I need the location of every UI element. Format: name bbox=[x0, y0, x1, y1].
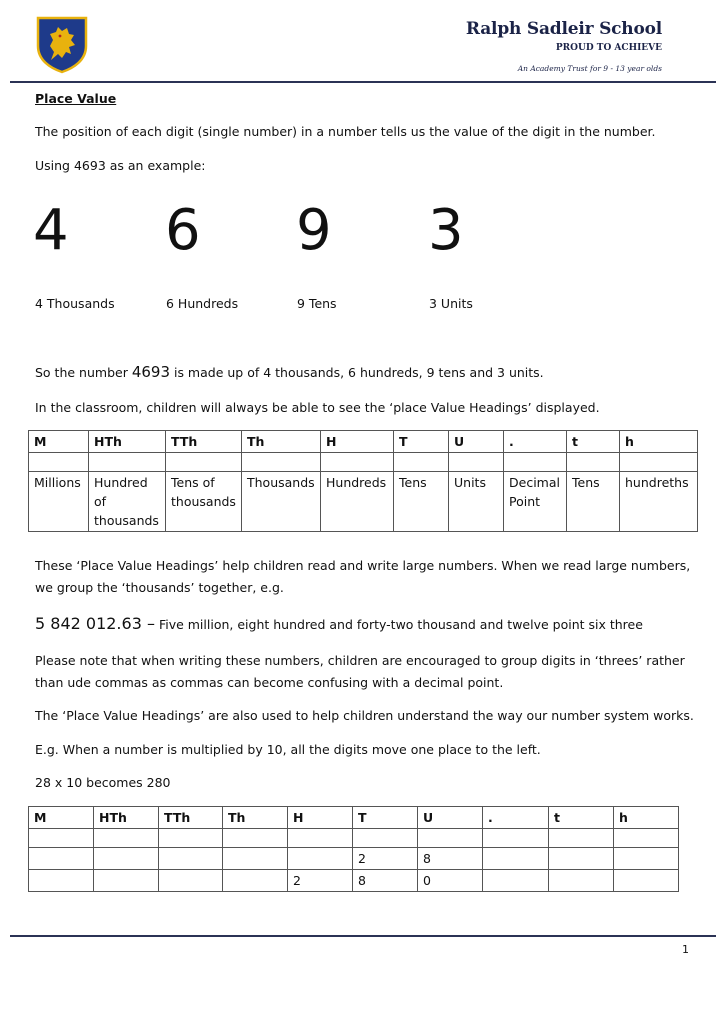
header-cell: TTh bbox=[166, 431, 242, 453]
heading-name-line: thousands bbox=[171, 494, 236, 509]
table-row bbox=[29, 829, 679, 848]
table-row bbox=[29, 453, 698, 472]
header-cell: Th bbox=[223, 807, 288, 829]
header-cell: T bbox=[353, 807, 418, 829]
table-cell bbox=[288, 848, 353, 870]
heading-name-cell bbox=[449, 472, 504, 532]
table-cell bbox=[223, 870, 288, 892]
header-cell: H bbox=[288, 807, 353, 829]
header-cell: . bbox=[504, 431, 567, 453]
digit-label: 9 Tens bbox=[297, 296, 337, 311]
heading-name-line: Hundreds bbox=[326, 475, 387, 490]
heading-name-line: thousands bbox=[94, 513, 159, 528]
heading-name-line: Tens of bbox=[171, 475, 215, 490]
table-cell: 8 bbox=[353, 870, 418, 892]
heading-name-cell bbox=[321, 472, 394, 532]
table-cell: 0 bbox=[418, 870, 483, 892]
example-digit: 3 bbox=[428, 198, 464, 263]
header-cell: t bbox=[567, 431, 620, 453]
digit-label: 3 Units bbox=[429, 296, 473, 311]
table-row bbox=[29, 848, 679, 870]
header-cell: h bbox=[620, 431, 698, 453]
table-cell bbox=[549, 870, 614, 892]
heading-name-line: hundreths bbox=[625, 475, 689, 490]
heading-name-line: Tens bbox=[572, 475, 600, 490]
heading-name-line: Tens bbox=[399, 475, 427, 490]
heading-name-cell bbox=[89, 472, 166, 532]
example-digit: 6 bbox=[165, 198, 201, 263]
heading-name-cell bbox=[166, 472, 242, 532]
table-cell bbox=[288, 829, 353, 848]
headings-paragraph-line-2: we group the ‘thousands’ together, e.g. bbox=[35, 580, 284, 595]
table-cell bbox=[29, 870, 94, 892]
table-cell: 2 bbox=[288, 870, 353, 892]
header-cell: T bbox=[394, 431, 449, 453]
heading-name-line: Decimal bbox=[509, 475, 560, 490]
table-cell bbox=[483, 829, 549, 848]
summary-text bbox=[35, 362, 544, 383]
table-cell bbox=[223, 848, 288, 870]
summary-suffix: is made up of 4 thousands, 6 hundreds, 9 tens and 3 units. bbox=[170, 365, 544, 380]
heading-name-cell bbox=[504, 472, 567, 532]
footer-divider bbox=[10, 935, 716, 937]
table-cell bbox=[353, 829, 418, 848]
heading-name-line: Units bbox=[454, 475, 486, 490]
table-cell bbox=[614, 829, 679, 848]
example-digit: 9 bbox=[296, 198, 332, 263]
table-cell: 8 bbox=[418, 848, 483, 870]
header-cell: t bbox=[549, 807, 614, 829]
table-cell: 2 bbox=[353, 848, 418, 870]
table-cell bbox=[549, 848, 614, 870]
heading-name-cell bbox=[620, 472, 698, 532]
heading-name-line: of bbox=[94, 494, 107, 509]
large-number-words: Five million, eight hundred and forty-two thousand and twelve point six three bbox=[154, 617, 643, 632]
large-number-example bbox=[35, 613, 643, 635]
header-cell: H bbox=[321, 431, 394, 453]
header-cell: TTh bbox=[159, 807, 223, 829]
note-line-1: Please note that when writing these numbers, children are encouraged to group digits in ‘threes’ rather bbox=[35, 653, 685, 668]
table-cell bbox=[29, 829, 94, 848]
school-name: Ralph Sadleir School bbox=[465, 19, 662, 39]
table-cell bbox=[159, 829, 223, 848]
multiply-text: E.g. When a number is multiplied by 10, all the digits move one place to the left. bbox=[35, 742, 541, 757]
place-value-headings-table bbox=[28, 430, 698, 532]
table-cell bbox=[29, 848, 94, 870]
table-row bbox=[29, 870, 679, 892]
table-cell bbox=[483, 870, 549, 892]
table-cell bbox=[223, 829, 288, 848]
multiply-by-ten-table bbox=[28, 806, 679, 892]
table-cell bbox=[159, 848, 223, 870]
table-cell bbox=[418, 829, 483, 848]
heading-name-cell bbox=[394, 472, 449, 532]
note-line-2: than ude commas as commas can become confusing with a decimal point. bbox=[35, 675, 504, 690]
header-cell: . bbox=[483, 807, 549, 829]
header-cell: Th bbox=[242, 431, 321, 453]
heading-name-cell bbox=[242, 472, 321, 532]
table-cell bbox=[614, 870, 679, 892]
header-cell: M bbox=[29, 807, 94, 829]
header-cell: HTh bbox=[89, 431, 166, 453]
table-cell bbox=[94, 829, 159, 848]
table-cell bbox=[483, 848, 549, 870]
table-cell bbox=[94, 870, 159, 892]
table-cell bbox=[94, 848, 159, 870]
summary-prefix: So the number bbox=[35, 365, 132, 380]
page-number: 1 bbox=[682, 943, 689, 956]
heading-name-cell bbox=[567, 472, 620, 532]
header-divider bbox=[10, 81, 716, 83]
school-crest-icon bbox=[36, 16, 88, 74]
table-cell bbox=[549, 829, 614, 848]
heading-name-line: Point bbox=[509, 494, 541, 509]
heading-name-line: Hundred bbox=[94, 475, 148, 490]
summary-number: 4693 bbox=[131, 363, 170, 381]
header-cell: M bbox=[29, 431, 89, 453]
heading-name-line: Thousands bbox=[247, 475, 315, 490]
multiply-example: 28 x 10 becomes 280 bbox=[35, 775, 171, 790]
header-cell: HTh bbox=[94, 807, 159, 829]
header-cell: U bbox=[449, 431, 504, 453]
table-row bbox=[29, 472, 698, 532]
digit-label: 4 Thousands bbox=[35, 296, 115, 311]
digit-label: 6 Hundreds bbox=[166, 296, 239, 311]
school-motto: PROUD TO ACHIEVE bbox=[555, 43, 662, 53]
table-header-row bbox=[29, 807, 679, 829]
system-text: The ‘Place Value Headings’ are also used to help children understand the way our number system works. bbox=[35, 708, 694, 723]
page-title: Place Value bbox=[35, 91, 117, 106]
table-cell bbox=[159, 870, 223, 892]
large-number: 5 842 012.63 – bbox=[35, 614, 155, 633]
example-digit: 4 bbox=[33, 198, 69, 263]
table-cell bbox=[614, 848, 679, 870]
headings-paragraph-line-1: These ‘Place Value Headings’ help children read and write large numbers. When we read large numbers, bbox=[35, 558, 691, 573]
heading-name-cell bbox=[29, 472, 89, 532]
classroom-text: In the classroom, children will always be able to see the ‘place Value Headings’ displayed. bbox=[35, 400, 600, 415]
header-cell: h bbox=[614, 807, 679, 829]
example-intro: Using 4693 as an example: bbox=[35, 158, 206, 173]
intro-text: The position of each digit (single number) in a number tells us the value of the digit in the number. bbox=[35, 124, 656, 139]
trust-tagline: An Academy Trust for 9 - 13 year olds bbox=[517, 64, 662, 73]
header-cell: U bbox=[418, 807, 483, 829]
heading-name-line: Millions bbox=[34, 475, 81, 490]
table-header-row bbox=[29, 431, 698, 453]
